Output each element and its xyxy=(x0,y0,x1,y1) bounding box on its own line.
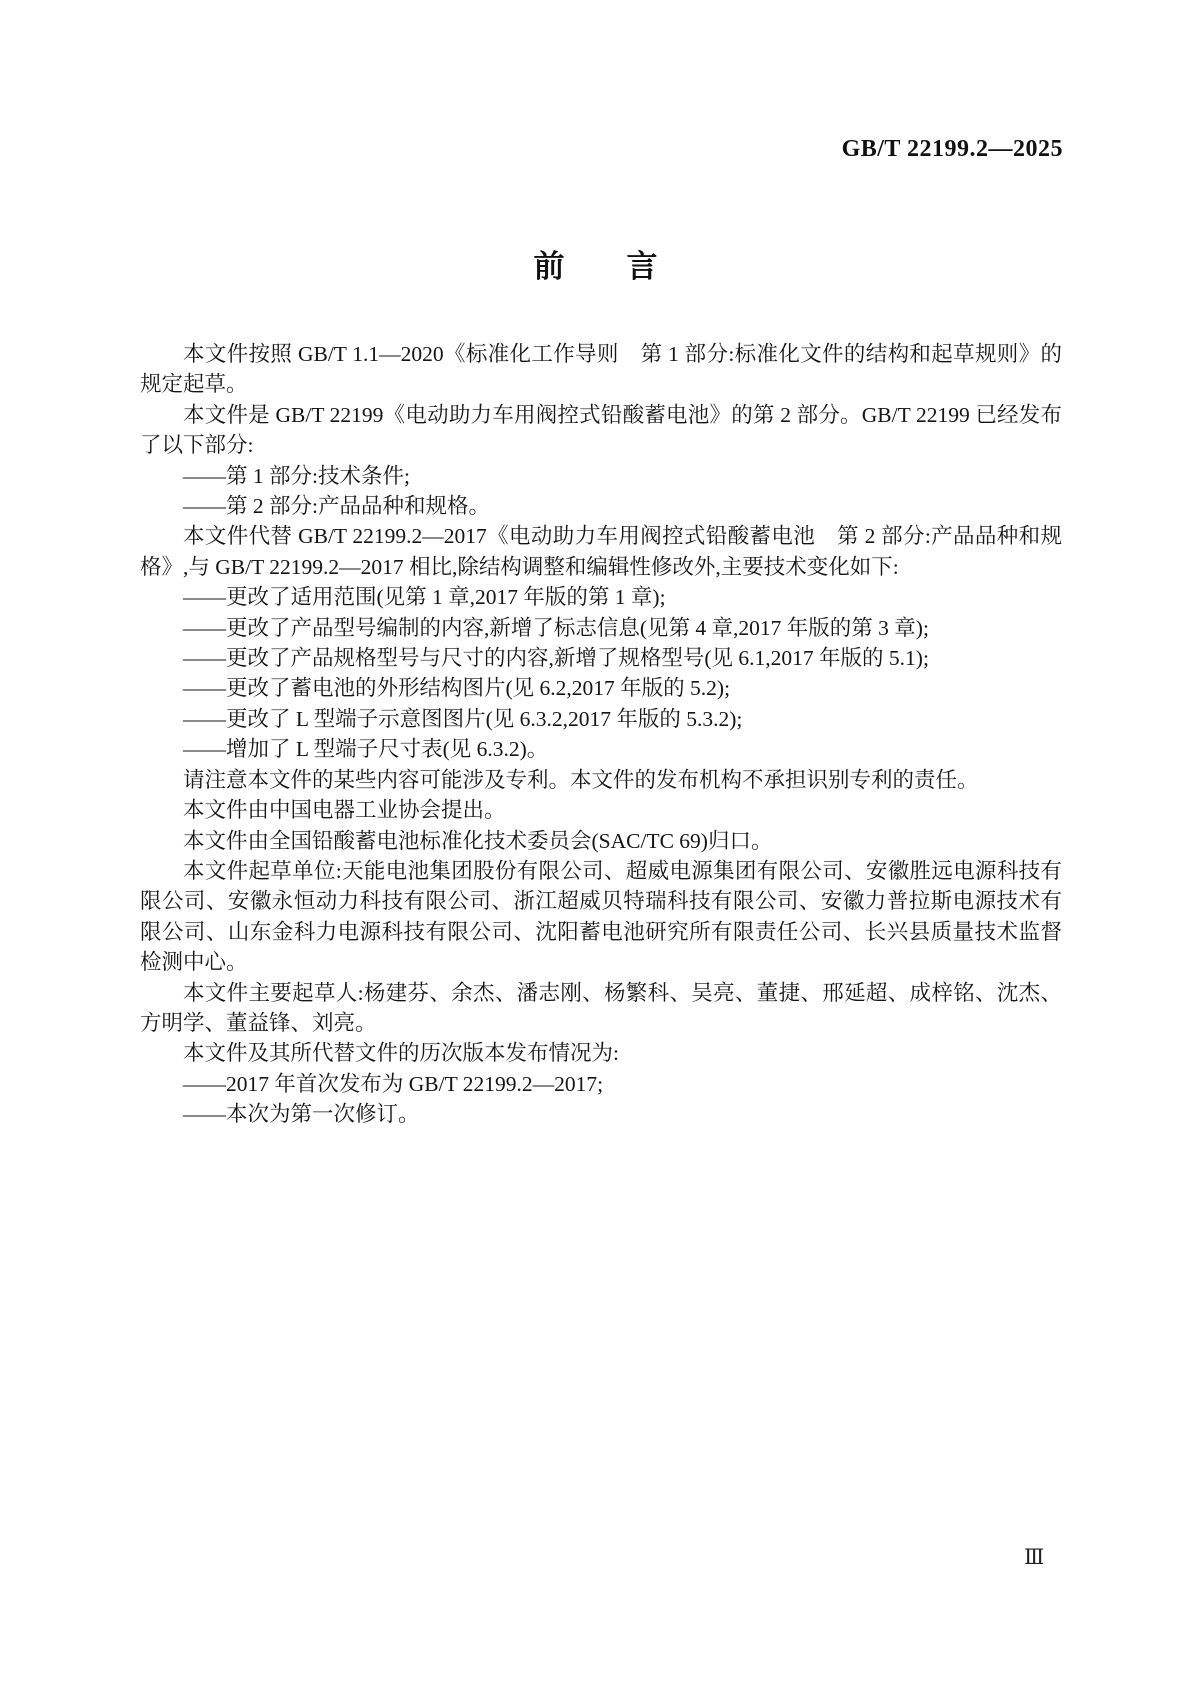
foreword-paragraph: ——本次为第一次修订。 xyxy=(183,1102,420,1127)
foreword-paragraph: 本文件代替 GB/T 22199.2—2017《电动助力车用阀控式铅酸蓄电池 第 2 部分:产品品种和规格》,与 GB/T 22199.2—2017 相比,除结构调整和编辑性修改外,主要技术变化如下: xyxy=(140,524,1062,579)
foreword-paragraph: 本文件起草单位:天能电池集团股份有限公司、超威电源集团有限公司、安徽胜远电源科技有限公司、安徽永恒动力科技有限公司、浙江超威贝特瑞科技有限公司、安徽力普拉斯电源技术有限公司、山东金科力电源科技有限公司、沈阳蓄电池研究所有限责任公司、长兴县质量技术监督检测中心。 xyxy=(140,858,1062,975)
standard-code: GB/T 22199.2—2025 xyxy=(841,136,1063,162)
foreword-paragraph: ——更改了适用范围(见第 1 章,2017 年版的第 1 章); xyxy=(183,585,666,610)
foreword-paragraph: 本文件是 GB/T 22199《电动助力车用阀控式铅酸蓄电池》的第 2 部分。GB/T 22199 已经发布了以下部分: xyxy=(140,402,1062,458)
foreword-paragraph: ——更改了产品规格型号与尺寸的内容,新增了规格型号(见 6.1,2017 年版的 5.1); xyxy=(183,646,929,671)
foreword-paragraph: ——增加了 L 型端子尺寸表(见 6.3.2)。 xyxy=(183,737,549,762)
foreword-paragraph: ——更改了 L 型端子示意图图片(见 6.3.2,2017 年版的 5.3.2); xyxy=(183,706,743,731)
foreword-paragraph: 本文件主要起草人:杨建芬、余杰、潘志刚、杨繁科、吴亮、董捷、邢延超、成梓铭、沈杰、方明学、董益锋、刘亮。 xyxy=(140,980,1062,1035)
foreword-paragraph: 本文件由中国电器工业协会提出。 xyxy=(183,798,506,823)
foreword-paragraph: ——2017 年首次发布为 GB/T 22199.2—2017; xyxy=(183,1071,604,1096)
foreword-paragraph: 请注意本文件的某些内容可能涉及专利。本文件的发布机构不承担识别专利的责任。 xyxy=(183,767,979,792)
foreword-paragraph: ——第 1 部分:技术条件; xyxy=(183,463,410,488)
foreword-body xyxy=(140,339,1062,1130)
foreword-paragraph: ——更改了蓄电池的外形结构图片(见 6.2,2017 年版的 5.2); xyxy=(183,676,731,701)
foreword-paragraph: ——更改了产品型号编制的内容,新增了标志信息(见第 4 章,2017 年版的第 3 章); xyxy=(183,615,929,640)
foreword-paragraph: ——第 2 部分:产品品种和规格。 xyxy=(183,494,490,519)
page-number: Ⅲ xyxy=(1024,1545,1045,1569)
page-title: 前 言 xyxy=(533,249,658,285)
foreword-paragraph: 本文件按照 GB/T 1.1—2020《标准化工作导则 第 1 部分:标准化文件的结构和起草规则》的规定起草。 xyxy=(140,342,1062,397)
foreword-paragraph: 本文件由全国铅酸蓄电池标准化技术委员会(SAC/TC 69)归口。 xyxy=(183,828,773,853)
foreword-paragraph: 本文件及其所代替文件的历次版本发布情况为: xyxy=(183,1041,619,1066)
